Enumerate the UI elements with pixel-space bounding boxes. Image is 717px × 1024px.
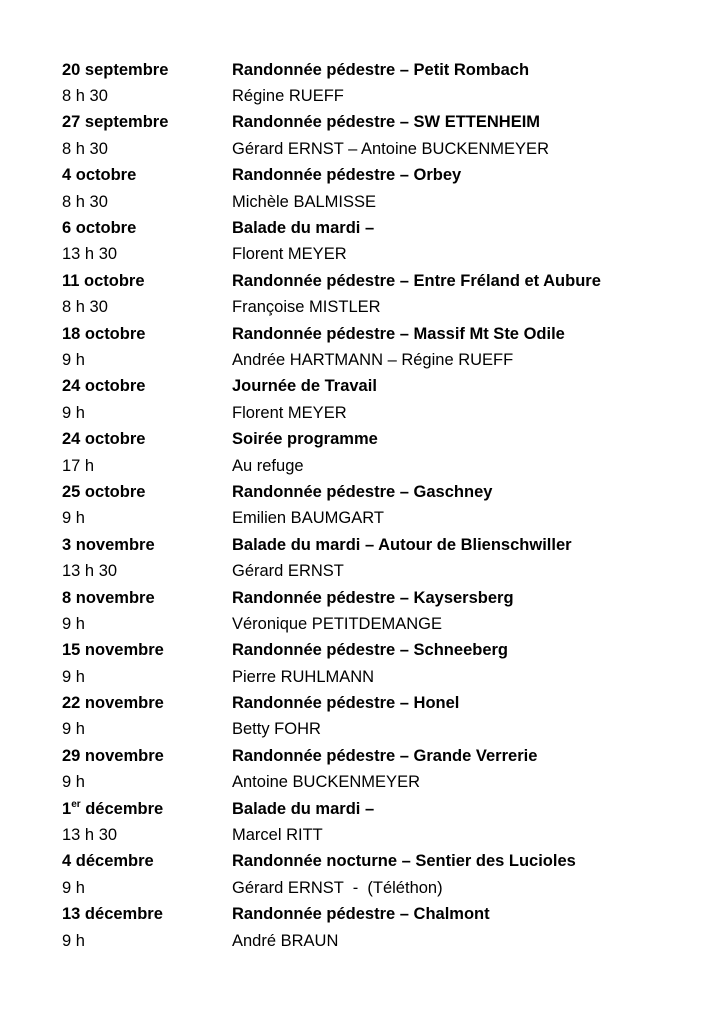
event-header-row bbox=[62, 690, 702, 716]
event-detail-row bbox=[62, 822, 702, 848]
event-time: 13 h 30 bbox=[62, 562, 118, 581]
event-date-day: 1 bbox=[62, 799, 72, 818]
event-time: 9 h bbox=[62, 720, 85, 739]
event-detail-row bbox=[62, 717, 702, 743]
event-time: 9 h bbox=[62, 403, 85, 422]
event-time: 9 h bbox=[62, 509, 85, 528]
event-title: Balade du mardi – bbox=[232, 219, 375, 238]
event-title: Journée de Travail bbox=[232, 377, 377, 396]
event-time: 17 h bbox=[62, 456, 95, 475]
event-title: Randonnée pédestre – Massif Mt Ste Odile bbox=[232, 324, 565, 343]
event-detail-row bbox=[62, 611, 702, 637]
event-title: Soirée programme bbox=[232, 430, 378, 449]
event-schedule bbox=[62, 57, 702, 954]
event-time: 8 h 30 bbox=[62, 192, 108, 211]
event-leader: Gérard ERNST bbox=[232, 562, 344, 581]
event-title: Randonnée pédestre – Entre Fréland et Aubure bbox=[232, 271, 601, 290]
event-detail-row bbox=[62, 189, 702, 215]
event-time: 8 h 30 bbox=[62, 139, 108, 158]
event-date-ordinal: er bbox=[71, 798, 81, 810]
event-leader: Antoine BUCKENMEYER bbox=[232, 773, 420, 792]
event-detail-row bbox=[62, 875, 702, 901]
event-detail-row bbox=[62, 242, 702, 268]
event-header-row bbox=[62, 902, 702, 928]
event-header-row bbox=[62, 163, 702, 189]
event-date: 24 octobre bbox=[62, 430, 146, 449]
event-time: 9 h bbox=[62, 667, 85, 686]
event-title: Randonnée pédestre – SW ETTENHEIM bbox=[232, 113, 541, 132]
event-leader: Véronique PETITDEMANGE bbox=[232, 614, 442, 633]
event-header-row bbox=[62, 374, 702, 400]
event-detail-row bbox=[62, 400, 702, 426]
event-time: 9 h bbox=[62, 878, 85, 897]
event-header-row bbox=[62, 110, 702, 136]
event-title: Randonnée pédestre – Honel bbox=[232, 694, 460, 713]
event-time: 8 h 30 bbox=[62, 298, 108, 317]
event-detail-row bbox=[62, 928, 702, 954]
event-leader: Florent MEYER bbox=[232, 245, 347, 264]
event-date: 22 novembre bbox=[62, 694, 164, 713]
event-time: 8 h 30 bbox=[62, 87, 108, 106]
event-date: 6 octobre bbox=[62, 219, 137, 238]
event-leader: Michèle BALMISSE bbox=[232, 192, 376, 211]
event-leader: Françoise MISTLER bbox=[232, 298, 381, 317]
event-title: Randonnée pédestre – Orbey bbox=[232, 166, 462, 185]
event-header-row bbox=[62, 849, 702, 875]
event-title: Balade du mardi – bbox=[232, 799, 375, 818]
event-date: 8 novembre bbox=[62, 588, 155, 607]
event-leader: Betty FOHR bbox=[232, 720, 321, 739]
event-date: 25 octobre bbox=[62, 482, 146, 501]
event-title: Randonnée pédestre – Grande Verrerie bbox=[232, 746, 538, 765]
event-leader: Gérard ERNST - (Téléthon) bbox=[232, 878, 443, 897]
event-date: 27 septembre bbox=[62, 113, 169, 132]
event-title: Balade du mardi – Autour de Blienschwiller bbox=[232, 535, 572, 554]
event-leader: Pierre RUHLMANN bbox=[232, 667, 375, 686]
event-header-row bbox=[62, 479, 702, 505]
event-detail-row bbox=[62, 453, 702, 479]
event-time: 13 h 30 bbox=[62, 826, 118, 845]
event-time: 13 h 30 bbox=[62, 245, 118, 264]
event-leader: Régine RUEFF bbox=[232, 87, 344, 106]
event-header-row bbox=[62, 426, 702, 452]
event-header-row bbox=[62, 796, 702, 822]
event-leader: Florent MEYER bbox=[232, 403, 347, 422]
event-date: 29 novembre bbox=[62, 746, 164, 765]
event-leader: Gérard ERNST – Antoine BUCKENMEYER bbox=[232, 139, 549, 158]
event-leader: Au refuge bbox=[232, 456, 304, 475]
event-header-row bbox=[62, 585, 702, 611]
event-date: 3 novembre bbox=[62, 535, 155, 554]
event-date: 24 octobre bbox=[62, 377, 146, 396]
event-detail-row bbox=[62, 295, 702, 321]
event-header-row bbox=[62, 268, 702, 294]
event-detail-row bbox=[62, 136, 702, 162]
event-title: Randonnée pédestre – Schneeberg bbox=[232, 641, 508, 660]
event-header-row bbox=[62, 57, 702, 83]
event-time: 9 h bbox=[62, 614, 85, 633]
event-time: 9 h bbox=[62, 773, 85, 792]
event-date: 11 octobre bbox=[62, 271, 145, 290]
event-time: 9 h bbox=[62, 350, 85, 369]
event-detail-row bbox=[62, 770, 702, 796]
event-title: Randonnée nocturne – Sentier des Lucioles bbox=[232, 852, 576, 871]
event-date-month: décembre bbox=[80, 799, 164, 818]
event-title: Randonnée pédestre – Petit Rombach bbox=[232, 60, 530, 79]
event-detail-row bbox=[62, 347, 702, 373]
event-time: 9 h bbox=[62, 931, 85, 950]
event-title: Randonnée pédestre – Gaschney bbox=[232, 482, 493, 501]
event-header-row bbox=[62, 532, 702, 558]
event-date: 13 décembre bbox=[62, 905, 163, 924]
event-date: 15 novembre bbox=[62, 641, 164, 660]
event-date: 18 octobre bbox=[62, 324, 146, 343]
event-title: Randonnée pédestre – Kaysersberg bbox=[232, 588, 514, 607]
event-date: 4 décembre bbox=[62, 852, 154, 871]
event-leader: Andrée HARTMANN – Régine RUEFF bbox=[232, 350, 514, 369]
event-date: 20 septembre bbox=[62, 60, 169, 79]
event-date: 4 octobre bbox=[62, 166, 137, 185]
event-header-row bbox=[62, 743, 702, 769]
event-leader: Marcel RITT bbox=[232, 826, 323, 845]
event-detail-row bbox=[62, 664, 702, 690]
event-leader: Emilien BAUMGART bbox=[232, 509, 384, 528]
event-date bbox=[62, 800, 232, 819]
event-detail-row bbox=[62, 506, 702, 532]
event-header-row bbox=[62, 638, 702, 664]
event-detail-row bbox=[62, 83, 702, 109]
event-header-row bbox=[62, 321, 702, 347]
event-leader: André BRAUN bbox=[232, 931, 339, 950]
event-detail-row bbox=[62, 558, 702, 584]
event-header-row bbox=[62, 215, 702, 241]
event-title: Randonnée pédestre – Chalmont bbox=[232, 905, 490, 924]
